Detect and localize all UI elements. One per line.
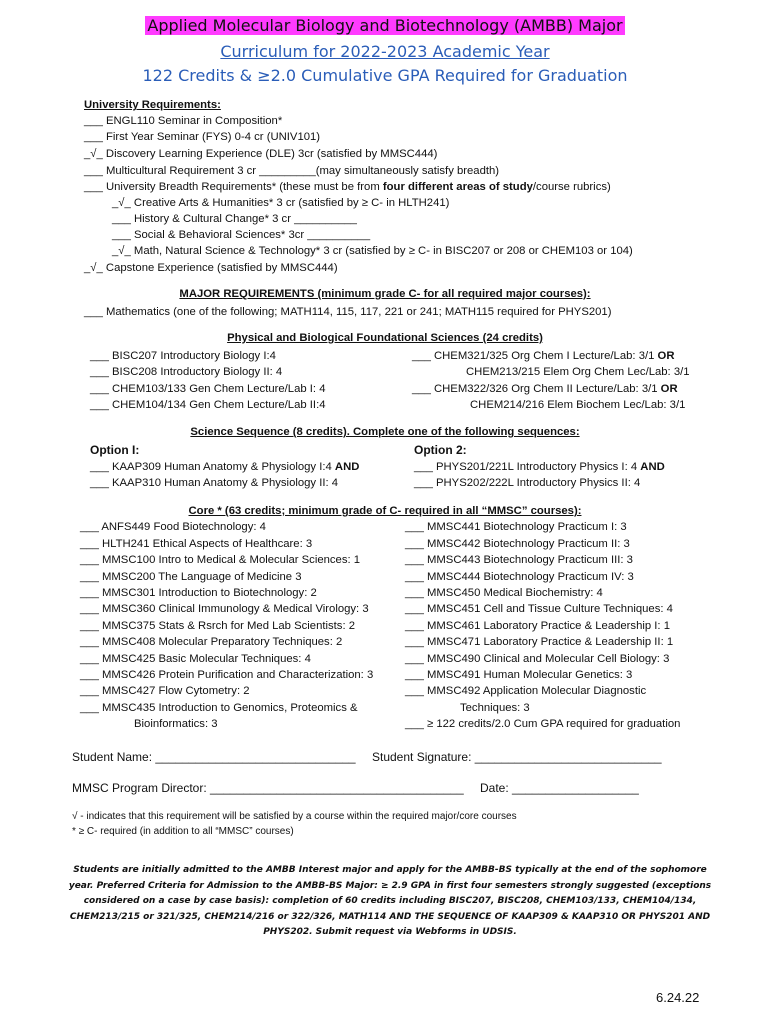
core-item: ___ MMSC100 Intro to Medical & Molecular Sciences: 1 xyxy=(80,554,361,566)
foundational-heading: Physical and Biological Foundational Sciences (24 credits) xyxy=(227,332,543,344)
science-sequence-heading: Science Sequence (8 credits). Complete one of the following sequences: xyxy=(190,426,580,438)
foundational-item: ___ BISC207 Introductory Biology I:4 xyxy=(90,350,276,362)
req-subitem: _√_ Creative Arts & Humanities* 3 cr (satisfied by ≥ C- in HLTH241) xyxy=(112,197,450,209)
req-subitem: ___ History & Cultural Change* 3 cr __________ xyxy=(112,213,357,225)
science-item: ___ KAAP309 Human Anatomy & Physiology I:4 AND xyxy=(90,461,360,473)
science-item: ___ PHYS201/221L Introductory Physics I: 4 AND xyxy=(414,461,665,473)
core-item: Bioinformatics: 3 xyxy=(134,718,218,730)
foundational-item: ___ CHEM103/133 Gen Chem Lecture/Lab I: 4 xyxy=(90,383,326,395)
core-item: ___ MMSC441 Biotechnology Practicum I: 3 xyxy=(405,521,627,533)
math-requirement: ___ Mathematics (one of the following; MATH114, 115, 117, 221 or 241; MATH115 required for PHYS201) xyxy=(84,306,612,318)
major-requirements-heading: MAJOR REQUIREMENTS (minimum grade C- for all required major courses): xyxy=(179,288,591,300)
core-item: Techniques: 3 xyxy=(460,702,530,714)
option-1-label: Option I: xyxy=(90,443,140,457)
core-item: ___ MMSC461 Laboratory Practice & Leadership I: 1 xyxy=(405,620,670,632)
core-item: ___ MMSC426 Protein Purification and Characterization: 3 xyxy=(80,669,374,681)
foundational-item: ___ BISC208 Introductory Biology II: 4 xyxy=(90,366,283,378)
core-item: ___ MMSC451 Cell and Tissue Culture Techniques: 4 xyxy=(405,603,673,615)
program-director-field[interactable]: MMSC Program Director: ______________________________________ xyxy=(72,781,464,795)
core-item: ___ MMSC490 Clinical and Molecular Cell Biology: 3 xyxy=(405,653,670,665)
science-item: ___ KAAP310 Human Anatomy & Physiology II: 4 xyxy=(90,477,339,489)
req-item: _√_ Capstone Experience (satisfied by MMSC444) xyxy=(84,262,338,274)
option-2-label: Option 2: xyxy=(414,443,467,457)
checkmark-note: √ - indicates that this requirement will be satisfied by a course within the required major/core courses xyxy=(72,811,517,822)
req-item: _√_ Discovery Learning Experience (DLE) 3cr (satisfied by MMSC444) xyxy=(84,148,438,160)
core-item: ___ MMSC442 Biotechnology Practicum II: 3 xyxy=(405,538,630,550)
core-item: ___ MMSC444 Biotechnology Practicum IV: 3 xyxy=(405,571,634,583)
req-subitem: _√_ Math, Natural Science & Technology* 3 cr (satisfied by ≥ C- in BISC207 or 208 or CHEM103 or 104) xyxy=(112,245,633,257)
core-item: ___ MMSC301 Introduction to Biotechnology: 2 xyxy=(80,587,317,599)
core-item: ___ MMSC360 Clinical Immunology & Medical Virology: 3 xyxy=(80,603,369,615)
core-item: ___ MMSC408 Molecular Preparatory Techniques: 2 xyxy=(80,636,343,648)
core-heading: Core * (63 credits; minimum grade of C- required in all “MMSC” courses): xyxy=(188,505,582,517)
student-name-field[interactable]: Student Name: ______________________________ xyxy=(72,750,356,764)
foundational-item: ___ CHEM322/326 Org Chem II Lecture/Lab: 3/1 OR xyxy=(412,383,678,395)
req-subitem: ___ Social & Behavioral Sciences* 3cr __________ xyxy=(112,229,371,241)
student-signature-field[interactable]: Student Signature: ____________________________ xyxy=(372,750,662,764)
core-item: ___ ≥ 122 credits/2.0 Cum GPA required for graduation xyxy=(405,718,681,730)
foundational-item: ___ CHEM104/134 Gen Chem Lecture/Lab II:4 xyxy=(90,399,326,411)
core-item: ___ MMSC425 Basic Molecular Techniques: 4 xyxy=(80,653,311,665)
document-date: 6.24.22 xyxy=(656,990,700,1005)
credit-requirement: 122 Credits & ≥2.0 Cumulative GPA Required for Graduation xyxy=(142,66,628,85)
foundational-item: ___ CHEM321/325 Org Chem I Lecture/Lab: 3/1 OR xyxy=(412,350,675,362)
date-field[interactable]: Date: ___________________ xyxy=(480,781,639,795)
university-requirements-heading: University Requirements: xyxy=(84,99,221,111)
page-subtitle: Curriculum for 2022-2023 Academic Year xyxy=(220,42,550,61)
req-item-breadth: ___ University Breadth Requirements* (these must be from four different areas of study/course rubrics) xyxy=(84,181,611,193)
science-item: ___ PHYS202/222L Introductory Physics II: 4 xyxy=(414,477,641,489)
page-title: Applied Molecular Biology and Biotechnology (AMBB) Major xyxy=(147,16,623,35)
req-item: ___ ENGL110 Seminar in Composition* xyxy=(84,115,283,127)
asterisk-note: * ≥ C- required (in addition to all “MMSC” courses) xyxy=(72,826,294,837)
core-item: ___ MMSC200 The Language of Medicine 3 xyxy=(80,571,302,583)
core-item: ___ MMSC492 Application Molecular Diagnostic xyxy=(405,685,647,697)
core-item: ___ MMSC427 Flow Cytometry: 2 xyxy=(80,685,250,697)
core-item: ___ MMSC435 Introduction to Genomics, Proteomics & xyxy=(80,702,358,714)
foundational-item: CHEM213/215 Elem Org Chem Lec/Lab: 3/1 xyxy=(466,366,690,378)
foundational-item: CHEM214/216 Elem Biochem Lec/Lab: 3/1 xyxy=(470,399,686,411)
admission-criteria-note: Students are initially admitted to the AMBB Interest major and apply for the AMBB-BS typically at the end of the sophomore year. Preferred Criteria for Admission to the AMBB-BS Major: ≥ 2.9 GPA in first four semesters strongly suggested (exceptions considered on a case by case basis): completion of 60 credits including BISC207, BISC208, CHEM103/133, CHEM104/134, CHEM213/215 or 321/325, CHEM214/216 or 322/326, MATH114 AND THE SEQUENCE OF KAAP309 & KAAP310 OR PHYS201 AND PHYS202. Submit request via Webforms in UDSIS. xyxy=(68,865,712,937)
core-item: ___ MMSC491 Human Molecular Genetics: 3 xyxy=(405,669,633,681)
core-item: ___ MMSC471 Laboratory Practice & Leadership II: 1 xyxy=(405,636,674,648)
core-item: ___ ANFS449 Food Biotechnology: 4 xyxy=(80,521,266,533)
core-item: ___ HLTH241 Ethical Aspects of Healthcare: 3 xyxy=(80,538,313,550)
core-item: ___ MMSC443 Biotechnology Practicum III: 3 xyxy=(405,554,633,566)
core-item: ___ MMSC450 Medical Biochemistry: 4 xyxy=(405,587,603,599)
core-item: ___ MMSC375 Stats & Rsrch for Med Lab Scientists: 2 xyxy=(80,620,356,632)
req-item: ___ First Year Seminar (FYS) 0-4 cr (UNIV101) xyxy=(84,131,321,143)
req-item: ___ Multicultural Requirement 3 cr _________(may simultaneously satisfy breadth) xyxy=(84,165,500,177)
